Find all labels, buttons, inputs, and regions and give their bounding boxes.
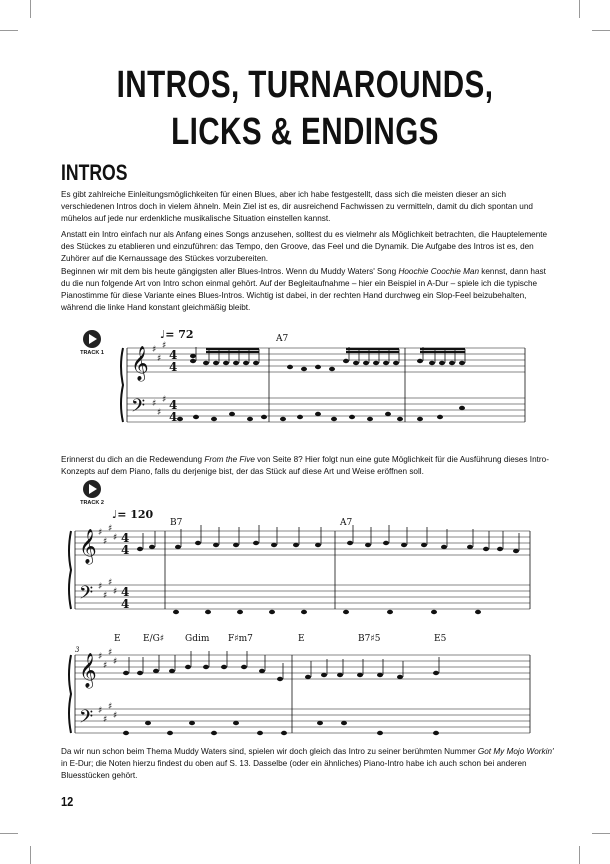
- svg-text:♯: ♯: [103, 715, 108, 725]
- svg-text:♯: ♯: [108, 648, 113, 658]
- svg-text:𝄞: 𝄞: [79, 653, 97, 688]
- chord-label: A7: [276, 334, 289, 344]
- track-1-label: TRACK 1: [80, 350, 104, 356]
- svg-text:♯: ♯: [98, 528, 103, 538]
- svg-text:4: 4: [121, 543, 130, 557]
- svg-text:4: 4: [121, 531, 130, 545]
- svg-text:♯: ♯: [108, 578, 113, 588]
- svg-text:4: 4: [169, 398, 178, 412]
- svg-text:♯: ♯: [113, 711, 118, 721]
- svg-text:4: 4: [169, 410, 178, 424]
- play-icon: [83, 480, 101, 498]
- measure-number: 3: [75, 646, 80, 654]
- svg-text:♯: ♯: [157, 354, 162, 364]
- chord-label: F♯m7: [228, 634, 253, 644]
- svg-text:♯: ♯: [113, 657, 118, 667]
- chord-label: E: [114, 634, 121, 644]
- page-number: 12: [61, 794, 74, 809]
- svg-text:𝄞: 𝄞: [131, 346, 149, 381]
- svg-text:♯: ♯: [113, 587, 118, 597]
- svg-text:♯: ♯: [98, 706, 103, 716]
- svg-text:♯: ♯: [103, 591, 108, 601]
- svg-text:♯: ♯: [103, 661, 108, 671]
- svg-text:4: 4: [169, 360, 178, 374]
- svg-text:♯: ♯: [157, 408, 162, 418]
- chord-label: E/G♯: [143, 634, 165, 644]
- tempo-marking-2: ♩= 120: [112, 508, 154, 521]
- svg-text:4: 4: [169, 348, 178, 362]
- track-2-label: TRACK 2: [80, 500, 104, 506]
- svg-text:𝄢: 𝄢: [79, 583, 94, 608]
- chord-label: E: [298, 634, 305, 644]
- svg-text:𝄞: 𝄞: [79, 529, 97, 564]
- chord-label: A7: [340, 518, 353, 528]
- svg-text:♯: ♯: [162, 341, 167, 351]
- svg-text:𝄢: 𝄢: [131, 396, 146, 421]
- tempo-marking-1: ♩= 72: [160, 328, 194, 341]
- title-line-1: INTROS, TURNAROUNDS,: [116, 64, 494, 106]
- paragraph-3: Beginnen wir mit dem bis heute gängigsten aller Blues-Intros. Wenn du Muddy Waters' Song Hoochie Coochie Man kennst, dann hast du die nun folgende Art von Intro schon einmal gehört. Auf der Begleitaufnahme – hier ein Beispiel in A-Dur – spiele ich die typische Pianostimme für diese Variante eines Blues-Intros. Wichtig ist dabei, in der rechten Hand durchweg ein Slop-Feel beizubehalten, während die linke Hand konstant gleichmäßig bleibt.: [61, 267, 546, 313]
- svg-text:♯: ♯: [108, 524, 113, 534]
- svg-text:♯: ♯: [98, 652, 103, 662]
- svg-text:4: 4: [121, 585, 130, 599]
- paragraph-4: Erinnerst du dich an die Redewendung From the Five von Seite 8? Hier folgt nun eine gute Möglichkeit für die Ausführung dieses Intro-Konzepts auf dem Piano, falls du derjenige bist, der das Stück auf diese Art und Weise eröffnen soll.: [61, 455, 549, 477]
- svg-text:♯: ♯: [108, 702, 113, 712]
- svg-text:♯: ♯: [113, 533, 118, 543]
- paragraph-5: Da wir nun schon beim Thema Muddy Waters sind, spielen wir doch gleich das Intro zu seiner berühmten Nummer Got My Mojo Workin' in E-Dur; die Noten hierzu findest du oben auf S. 13. Dasselbe (oder ein ähnliches) Piano-Intro habe ich auch schon bei anderen Bluesstücken gehört.: [61, 747, 554, 781]
- chord-label: E5: [434, 634, 447, 644]
- svg-text:♯: ♯: [152, 399, 157, 409]
- chord-label: Gdim: [185, 634, 210, 644]
- track-2-badge[interactable]: [80, 480, 104, 506]
- svg-text:♯: ♯: [162, 395, 167, 405]
- paragraph-1: Es gibt zahlreiche Einleitungsmöglichkeiten für einen Blues, aber ich habe festgestellt, dass sich die meisten dieser an sich verschiedenen Intros doch in vielem ähneln. Mein Ziel ist es, dir ausreichend Fachwissen zu vermitteln, damit du dich spontan und mühelos auf jede nur erdenkliche musikalische Situation einstellen kannst.: [61, 190, 533, 224]
- svg-text:♯: ♯: [152, 345, 157, 355]
- chord-label: B7♯5: [358, 634, 381, 644]
- svg-text:♯: ♯: [98, 582, 103, 592]
- svg-text:4: 4: [121, 597, 130, 611]
- section-heading: INTROS: [61, 160, 128, 185]
- svg-text:𝄢: 𝄢: [79, 707, 94, 732]
- title-line-2: LICKS & ENDINGS: [171, 111, 439, 153]
- chord-label: B7: [170, 518, 183, 528]
- svg-text:♯: ♯: [103, 537, 108, 547]
- paragraph-2: Anstatt ein Intro einfach nur als Anfang eines Songs anzusehen, solltest du es vielmehr als Möglichkeit betrachten, die Hauptelemente des Stückes zu etablieren und einzuführen: das Tempo, den Groove, das Feel und die Dynamik. Die Aufgabe des Intros ist es, den Zuhörer auf die Kernaussage des Stückes vorzubereiten.: [61, 230, 548, 264]
